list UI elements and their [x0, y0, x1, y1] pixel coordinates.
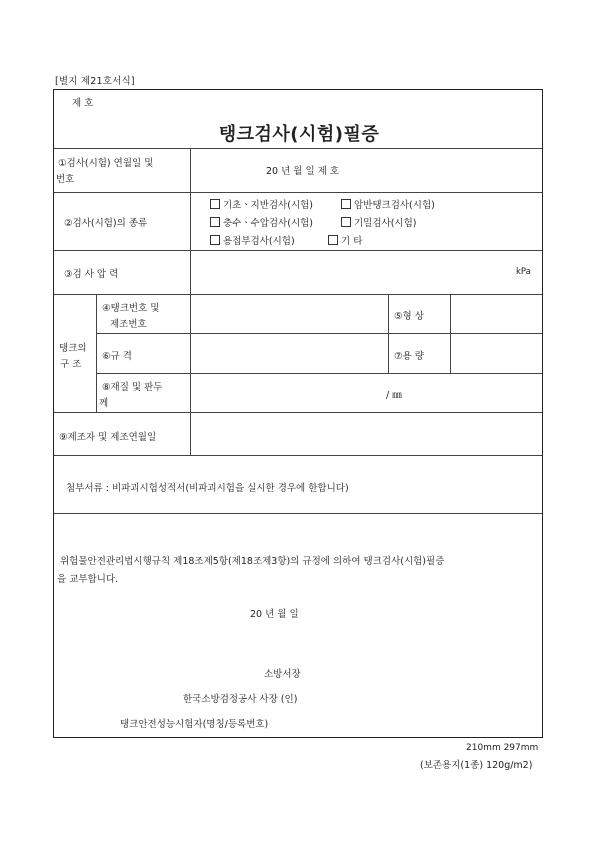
paper-size: 210mm 297mm	[466, 743, 539, 753]
divider	[54, 148, 542, 149]
material-label-line2: 께	[99, 398, 109, 409]
attachment-note: 첨부서류 : 비파괴시험성적서(비파괴시험을 실시한 경우에 한합니다)	[66, 483, 349, 494]
divider	[96, 294, 97, 412]
material-label: ⑧재질 및 판두	[102, 382, 163, 393]
issue-date: 20 년 월 일	[250, 609, 299, 620]
checkbox-icon[interactable]	[341, 217, 351, 227]
page-title: 탱크검사(시험)필증	[218, 124, 380, 145]
option-weld[interactable]: 용접부검사(시험)	[210, 233, 295, 247]
checkbox-icon[interactable]	[341, 199, 351, 209]
tank-number-label: ④탱크번호 및	[102, 303, 160, 314]
inspection-type-label: ②검사(시험)의 종류	[64, 218, 148, 229]
doc-number-label: 제 호	[72, 98, 94, 109]
checkbox-icon[interactable]	[210, 199, 220, 209]
paper-type: (보존용지(1종) 120g/m2)	[420, 760, 533, 771]
pressure-label: ③검 사 압 력	[64, 269, 119, 280]
checkbox-icon[interactable]	[210, 235, 220, 245]
option-airtight[interactable]: 기밀검사(시험)	[341, 215, 416, 229]
signer-tank-tester: 탱크안전성능시험자(명칭/등록번호)	[120, 719, 269, 730]
statement-line1: 위험물안전관리법시행규칙 제18조제5항(제18조제3항)의 규정에 의하여 탱크검사(시험)필증	[60, 556, 445, 567]
divider	[54, 192, 542, 193]
checkbox-icon[interactable]	[210, 217, 220, 227]
date-number-label-line2: 번호	[56, 174, 75, 185]
divider	[54, 412, 542, 413]
signer-kfi-president: 한국소방검정공사 사장 (인)	[183, 694, 298, 705]
option-other[interactable]: 기 타	[328, 233, 362, 247]
divider	[450, 294, 451, 373]
divider	[190, 148, 191, 455]
form-label: [별지 제21호서식]	[55, 76, 135, 87]
divider	[54, 250, 542, 251]
structure-group-label-line2: 구 조	[60, 359, 82, 370]
pressure-unit: kPa	[516, 267, 531, 277]
certificate-form	[53, 89, 543, 738]
statement-line2: 을 교부합니다.	[57, 574, 119, 585]
divider	[388, 294, 389, 373]
divider	[96, 373, 542, 374]
divider	[96, 333, 542, 334]
maker-label: ⑨제조자 및 제조연월일	[59, 432, 157, 443]
structure-group-label: 탱크의	[59, 343, 87, 354]
signer-fire-chief: 소방서장	[264, 669, 301, 680]
option-water-pressure[interactable]: 충수ㆍ수압검사(시험)	[210, 215, 313, 229]
divider	[54, 513, 542, 514]
option-foundation[interactable]: 기초ㆍ지반검사(시험)	[210, 197, 313, 211]
spec-label: ⑥규 격	[102, 351, 132, 362]
option-rock-tank[interactable]: 암반탱크검사(시험)	[341, 197, 435, 211]
shape-label: ⑤형 상	[394, 311, 424, 322]
date-number-label	[58, 155, 186, 169]
date-number-field[interactable]: 20 년 월 일 제 호	[266, 166, 340, 177]
tank-number-label-line2: 제조번호	[110, 319, 147, 330]
date-number-label-line1: ①검사(시험) 연월일 및	[58, 158, 154, 169]
material-thickness-field[interactable]: / ㎜	[386, 390, 402, 401]
divider	[54, 294, 542, 295]
divider	[54, 455, 542, 456]
capacity-label: ⑦용 량	[394, 351, 424, 362]
checkbox-icon[interactable]	[328, 235, 338, 245]
